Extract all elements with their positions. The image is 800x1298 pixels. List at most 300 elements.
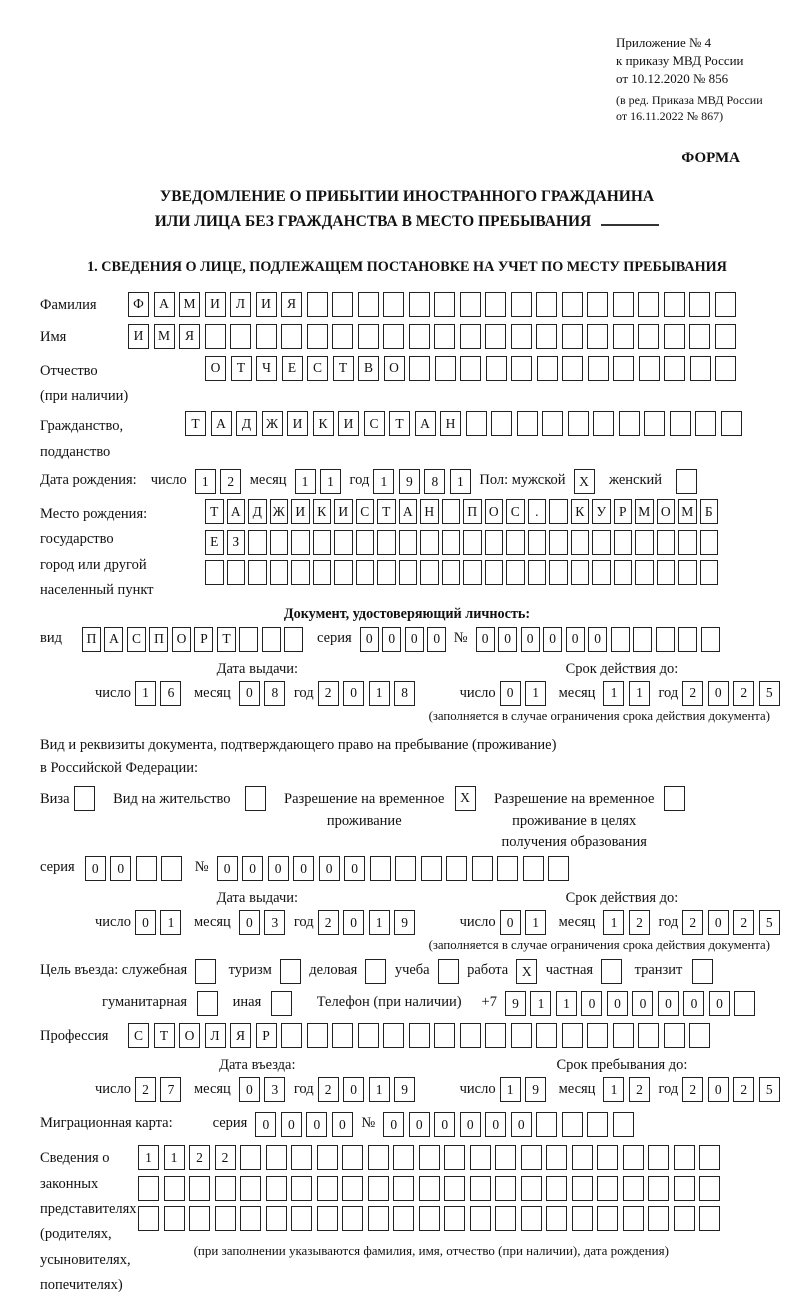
char-cell[interactable] — [674, 1176, 695, 1201]
char-cell[interactable]: С — [307, 356, 328, 381]
char-cell[interactable] — [715, 292, 736, 317]
char-cell[interactable]: 7 — [160, 1077, 181, 1102]
char-cell[interactable] — [562, 292, 583, 317]
char-cell[interactable]: О — [179, 1023, 200, 1048]
char-cell[interactable]: М — [678, 499, 697, 524]
char-cell[interactable]: 0 — [607, 991, 628, 1016]
char-cell[interactable] — [205, 560, 224, 585]
char-cell[interactable] — [215, 1206, 236, 1231]
char-cell[interactable] — [572, 1145, 593, 1170]
char-cell[interactable] — [676, 469, 697, 494]
char-cell[interactable] — [690, 356, 711, 381]
char-cell[interactable]: М — [179, 292, 200, 317]
char-cell[interactable]: И — [205, 292, 226, 317]
char-cell[interactable] — [536, 1023, 557, 1048]
char-cell[interactable]: И — [287, 411, 308, 436]
char-cell[interactable] — [633, 627, 652, 652]
sex-female-checkbox[interactable] — [676, 469, 702, 494]
char-cell[interactable] — [291, 560, 310, 585]
char-cell[interactable] — [587, 324, 608, 349]
char-cell[interactable]: О — [657, 499, 676, 524]
char-cell[interactable] — [470, 1206, 491, 1231]
char-cell[interactable] — [664, 1023, 685, 1048]
char-cell[interactable] — [189, 1206, 210, 1231]
char-cell[interactable] — [138, 1176, 159, 1201]
char-cell[interactable] — [511, 356, 532, 381]
char-cell[interactable]: Т — [185, 411, 206, 436]
char-cell[interactable] — [587, 1112, 608, 1137]
char-cell[interactable]: 0 — [708, 681, 729, 706]
char-cell[interactable]: X — [516, 959, 537, 984]
char-cell[interactable] — [442, 499, 461, 524]
char-cell[interactable]: . — [528, 499, 547, 524]
char-cell[interactable] — [291, 1206, 312, 1231]
char-cell[interactable]: 0 — [409, 1112, 430, 1137]
char-cell[interactable]: 2 — [682, 681, 703, 706]
char-cell[interactable] — [262, 627, 281, 652]
char-cell[interactable] — [399, 560, 418, 585]
char-cell[interactable] — [291, 530, 310, 555]
char-cell[interactable]: В — [358, 356, 379, 381]
char-cell[interactable]: Я — [230, 1023, 251, 1048]
char-cell[interactable]: И — [256, 292, 277, 317]
char-cell[interactable]: 0 — [683, 991, 704, 1016]
char-cell[interactable] — [164, 1176, 185, 1201]
char-cell[interactable]: 1 — [525, 910, 546, 935]
char-cell[interactable] — [365, 959, 386, 984]
char-cell[interactable] — [485, 324, 506, 349]
char-cell[interactable] — [409, 292, 430, 317]
char-cell[interactable] — [542, 411, 563, 436]
char-cell[interactable] — [256, 324, 277, 349]
char-cell[interactable]: 0 — [658, 991, 679, 1016]
char-cell[interactable] — [240, 1145, 261, 1170]
char-cell[interactable] — [657, 560, 676, 585]
char-cell[interactable]: 6 — [160, 681, 181, 706]
char-cell[interactable] — [420, 560, 439, 585]
char-cell[interactable] — [699, 1206, 720, 1231]
char-cell[interactable] — [511, 292, 532, 317]
char-cell[interactable]: 0 — [344, 856, 365, 881]
char-cell[interactable]: 0 — [632, 991, 653, 1016]
char-cell[interactable]: 1 — [295, 469, 316, 494]
char-cell[interactable] — [689, 324, 710, 349]
char-cell[interactable] — [536, 1112, 557, 1137]
char-cell[interactable]: 0 — [268, 856, 289, 881]
char-cell[interactable] — [240, 1176, 261, 1201]
char-cell[interactable]: А — [415, 411, 436, 436]
char-cell[interactable]: Ф — [128, 292, 149, 317]
char-cell[interactable] — [572, 1176, 593, 1201]
char-cell[interactable]: 0 — [332, 1112, 353, 1137]
char-cell[interactable]: Р — [194, 627, 213, 652]
char-cell[interactable] — [597, 1176, 618, 1201]
char-cell[interactable] — [205, 324, 226, 349]
char-cell[interactable]: 0 — [255, 1112, 276, 1137]
char-cell[interactable]: Т — [231, 356, 252, 381]
char-cell[interactable]: А — [104, 627, 123, 652]
char-cell[interactable] — [597, 1145, 618, 1170]
char-cell[interactable] — [470, 1145, 491, 1170]
char-cell[interactable]: 0 — [476, 627, 495, 652]
char-cell[interactable] — [230, 324, 251, 349]
char-cell[interactable]: 3 — [264, 1077, 285, 1102]
char-cell[interactable] — [419, 1176, 440, 1201]
char-cell[interactable]: 9 — [394, 1077, 415, 1102]
char-cell[interactable] — [291, 1176, 312, 1201]
char-cell[interactable] — [635, 530, 654, 555]
char-cell[interactable] — [648, 1206, 669, 1231]
char-cell[interactable]: 0 — [217, 856, 238, 881]
char-cell[interactable]: 5 — [759, 910, 780, 935]
char-cell[interactable] — [281, 1023, 302, 1048]
char-cell[interactable] — [291, 1145, 312, 1170]
char-cell[interactable]: 8 — [394, 681, 415, 706]
char-cell[interactable] — [248, 530, 267, 555]
char-cell[interactable]: 0 — [498, 627, 517, 652]
char-cell[interactable]: 1 — [135, 681, 156, 706]
char-cell[interactable] — [695, 411, 716, 436]
char-cell[interactable]: 0 — [135, 910, 156, 935]
char-cell[interactable] — [613, 292, 634, 317]
char-cell[interactable]: 1 — [195, 469, 216, 494]
char-cell[interactable] — [409, 1023, 430, 1048]
char-cell[interactable] — [699, 1145, 720, 1170]
char-cell[interactable] — [572, 1206, 593, 1231]
char-cell[interactable] — [444, 1145, 465, 1170]
char-cell[interactable] — [497, 856, 518, 881]
char-cell[interactable] — [332, 292, 353, 317]
char-cell[interactable] — [597, 1206, 618, 1231]
char-cell[interactable]: Н — [440, 411, 461, 436]
char-cell[interactable] — [601, 959, 622, 984]
char-cell[interactable] — [511, 1023, 532, 1048]
char-cell[interactable]: Н — [420, 499, 439, 524]
char-cell[interactable] — [240, 1206, 261, 1231]
char-cell[interactable] — [270, 530, 289, 555]
char-cell[interactable]: 0 — [382, 627, 401, 652]
char-cell[interactable] — [383, 324, 404, 349]
char-cell[interactable] — [536, 292, 557, 317]
char-cell[interactable] — [549, 560, 568, 585]
purpose-transit-checkbox[interactable] — [692, 959, 718, 984]
char-cell[interactable] — [549, 530, 568, 555]
char-cell[interactable] — [307, 324, 328, 349]
char-cell[interactable]: 8 — [424, 469, 445, 494]
char-cell[interactable] — [472, 856, 493, 881]
char-cell[interactable] — [280, 959, 301, 984]
char-cell[interactable] — [700, 530, 719, 555]
char-cell[interactable]: П — [149, 627, 168, 652]
char-cell[interactable] — [521, 1145, 542, 1170]
char-cell[interactable]: 9 — [505, 991, 526, 1016]
char-cell[interactable]: 1 — [369, 910, 390, 935]
char-cell[interactable]: 0 — [581, 991, 602, 1016]
char-cell[interactable]: 2 — [629, 910, 650, 935]
char-cell[interactable] — [420, 530, 439, 555]
char-cell[interactable] — [383, 292, 404, 317]
char-cell[interactable] — [623, 1145, 644, 1170]
char-cell[interactable] — [614, 560, 633, 585]
char-cell[interactable] — [332, 1023, 353, 1048]
char-cell[interactable] — [485, 560, 504, 585]
char-cell[interactable]: 2 — [682, 1077, 703, 1102]
char-cell[interactable] — [393, 1145, 414, 1170]
char-cell[interactable] — [721, 411, 742, 436]
char-cell[interactable]: Б — [700, 499, 719, 524]
char-cell[interactable]: 0 — [239, 681, 260, 706]
char-cell[interactable] — [715, 324, 736, 349]
char-cell[interactable]: 0 — [566, 627, 585, 652]
char-cell[interactable] — [701, 627, 720, 652]
char-cell[interactable] — [189, 1176, 210, 1201]
char-cell[interactable] — [317, 1176, 338, 1201]
char-cell[interactable] — [537, 356, 558, 381]
char-cell[interactable] — [635, 560, 654, 585]
char-cell[interactable] — [648, 1145, 669, 1170]
char-cell[interactable]: Л — [230, 292, 251, 317]
char-cell[interactable]: Е — [205, 530, 224, 555]
char-cell[interactable] — [358, 292, 379, 317]
char-cell[interactable] — [442, 530, 461, 555]
char-cell[interactable]: А — [154, 292, 175, 317]
char-cell[interactable]: 1 — [556, 991, 577, 1016]
char-cell[interactable]: 1 — [629, 681, 650, 706]
char-cell[interactable] — [266, 1206, 287, 1231]
char-cell[interactable] — [689, 1023, 710, 1048]
char-cell[interactable] — [284, 627, 303, 652]
char-cell[interactable] — [619, 411, 640, 436]
char-cell[interactable] — [664, 786, 685, 811]
char-cell[interactable] — [444, 1206, 465, 1231]
sex-male-checkbox[interactable] — [574, 469, 600, 494]
char-cell[interactable]: А — [399, 499, 418, 524]
char-cell[interactable]: И — [334, 499, 353, 524]
char-cell[interactable] — [546, 1176, 567, 1201]
char-cell[interactable]: 9 — [525, 1077, 546, 1102]
char-cell[interactable]: К — [571, 499, 590, 524]
char-cell[interactable]: 2 — [682, 910, 703, 935]
char-cell[interactable]: 2 — [629, 1077, 650, 1102]
char-cell[interactable] — [528, 530, 547, 555]
char-cell[interactable]: О — [172, 627, 191, 652]
char-cell[interactable] — [419, 1145, 440, 1170]
char-cell[interactable] — [549, 499, 568, 524]
char-cell[interactable]: 0 — [319, 856, 340, 881]
char-cell[interactable]: 2 — [135, 1077, 156, 1102]
char-cell[interactable] — [715, 356, 736, 381]
char-cell[interactable] — [699, 1176, 720, 1201]
char-cell[interactable]: А — [227, 499, 246, 524]
char-cell[interactable] — [614, 530, 633, 555]
char-cell[interactable]: 3 — [264, 910, 285, 935]
temp-residence-checkbox[interactable] — [455, 786, 481, 811]
char-cell[interactable] — [511, 324, 532, 349]
char-cell[interactable]: 2 — [733, 681, 754, 706]
char-cell[interactable] — [657, 530, 676, 555]
edu-residence-checkbox[interactable] — [664, 786, 690, 811]
char-cell[interactable]: С — [364, 411, 385, 436]
char-cell[interactable] — [248, 560, 267, 585]
char-cell[interactable] — [368, 1206, 389, 1231]
char-cell[interactable] — [521, 1206, 542, 1231]
char-cell[interactable] — [678, 530, 697, 555]
char-cell[interactable] — [227, 560, 246, 585]
char-cell[interactable] — [587, 292, 608, 317]
char-cell[interactable] — [393, 1176, 414, 1201]
char-cell[interactable] — [334, 560, 353, 585]
char-cell[interactable] — [506, 560, 525, 585]
char-cell[interactable] — [317, 1206, 338, 1231]
char-cell[interactable]: 2 — [318, 1077, 339, 1102]
char-cell[interactable]: С — [356, 499, 375, 524]
char-cell[interactable]: 0 — [343, 681, 364, 706]
purpose-study-checkbox[interactable] — [438, 959, 464, 984]
char-cell[interactable] — [700, 560, 719, 585]
purpose-private-checkbox[interactable] — [601, 959, 627, 984]
char-cell[interactable] — [368, 1145, 389, 1170]
char-cell[interactable]: X — [574, 469, 595, 494]
char-cell[interactable]: 0 — [427, 627, 446, 652]
char-cell[interactable]: О — [384, 356, 405, 381]
char-cell[interactable] — [393, 1206, 414, 1231]
purpose-work-checkbox[interactable] — [516, 959, 542, 984]
char-cell[interactable] — [463, 560, 482, 585]
char-cell[interactable] — [613, 1112, 634, 1137]
char-cell[interactable] — [313, 560, 332, 585]
char-cell[interactable] — [245, 786, 266, 811]
char-cell[interactable] — [495, 1176, 516, 1201]
char-cell[interactable]: Д — [248, 499, 267, 524]
char-cell[interactable] — [613, 324, 634, 349]
char-cell[interactable]: 9 — [399, 469, 420, 494]
char-cell[interactable]: 0 — [383, 1112, 404, 1137]
char-cell[interactable] — [271, 991, 292, 1016]
char-cell[interactable]: 0 — [708, 910, 729, 935]
char-cell[interactable]: Т — [389, 411, 410, 436]
char-cell[interactable] — [195, 959, 216, 984]
char-cell[interactable] — [644, 411, 665, 436]
char-cell[interactable] — [358, 1023, 379, 1048]
char-cell[interactable] — [266, 1176, 287, 1201]
char-cell[interactable] — [546, 1206, 567, 1231]
char-cell[interactable] — [281, 324, 302, 349]
char-cell[interactable]: 0 — [110, 856, 131, 881]
char-cell[interactable]: О — [485, 499, 504, 524]
char-cell[interactable] — [419, 1206, 440, 1231]
char-cell[interactable]: 2 — [733, 1077, 754, 1102]
char-cell[interactable] — [446, 856, 467, 881]
char-cell[interactable]: 0 — [281, 1112, 302, 1137]
char-cell[interactable] — [664, 292, 685, 317]
char-cell[interactable] — [377, 530, 396, 555]
char-cell[interactable]: 0 — [239, 910, 260, 935]
char-cell[interactable]: И — [338, 411, 359, 436]
char-cell[interactable] — [562, 356, 583, 381]
char-cell[interactable] — [463, 530, 482, 555]
char-cell[interactable] — [434, 324, 455, 349]
char-cell[interactable] — [506, 530, 525, 555]
purpose-tourism-checkbox[interactable] — [280, 959, 306, 984]
char-cell[interactable]: З — [227, 530, 246, 555]
char-cell[interactable]: Е — [282, 356, 303, 381]
char-cell[interactable] — [521, 1176, 542, 1201]
char-cell[interactable]: 0 — [360, 627, 379, 652]
char-cell[interactable]: О — [205, 356, 226, 381]
char-cell[interactable]: Д — [236, 411, 257, 436]
char-cell[interactable] — [639, 356, 660, 381]
char-cell[interactable] — [638, 292, 659, 317]
char-cell[interactable] — [342, 1176, 363, 1201]
char-cell[interactable] — [215, 1176, 236, 1201]
char-cell[interactable]: Т — [333, 356, 354, 381]
char-cell[interactable] — [674, 1145, 695, 1170]
char-cell[interactable] — [399, 530, 418, 555]
char-cell[interactable] — [486, 356, 507, 381]
char-cell[interactable] — [342, 1145, 363, 1170]
char-cell[interactable]: 1 — [160, 910, 181, 935]
char-cell[interactable] — [356, 530, 375, 555]
char-cell[interactable] — [528, 560, 547, 585]
char-cell[interactable] — [536, 324, 557, 349]
char-cell[interactable] — [623, 1206, 644, 1231]
char-cell[interactable] — [138, 1206, 159, 1231]
char-cell[interactable] — [664, 356, 685, 381]
char-cell[interactable]: 0 — [405, 627, 424, 652]
purpose-official-checkbox[interactable] — [195, 959, 221, 984]
char-cell[interactable] — [434, 1023, 455, 1048]
char-cell[interactable] — [460, 292, 481, 317]
char-cell[interactable] — [568, 411, 589, 436]
char-cell[interactable]: 1 — [603, 910, 624, 935]
char-cell[interactable]: 0 — [543, 627, 562, 652]
char-cell[interactable]: 0 — [242, 856, 263, 881]
char-cell[interactable]: Ж — [270, 499, 289, 524]
char-cell[interactable] — [674, 1206, 695, 1231]
char-cell[interactable] — [562, 324, 583, 349]
char-cell[interactable] — [356, 560, 375, 585]
char-cell[interactable] — [239, 627, 258, 652]
char-cell[interactable] — [161, 856, 182, 881]
char-cell[interactable] — [638, 324, 659, 349]
char-cell[interactable]: М — [635, 499, 654, 524]
char-cell[interactable]: Я — [179, 324, 200, 349]
char-cell[interactable] — [548, 856, 569, 881]
char-cell[interactable] — [664, 324, 685, 349]
char-cell[interactable]: 0 — [500, 910, 521, 935]
char-cell[interactable] — [495, 1145, 516, 1170]
char-cell[interactable]: К — [313, 499, 332, 524]
residence-permit-checkbox[interactable] — [245, 786, 271, 811]
char-cell[interactable] — [592, 560, 611, 585]
char-cell[interactable] — [270, 560, 289, 585]
char-cell[interactable] — [562, 1112, 583, 1137]
char-cell[interactable]: 1 — [369, 681, 390, 706]
char-cell[interactable]: X — [455, 786, 476, 811]
char-cell[interactable]: 5 — [759, 1077, 780, 1102]
char-cell[interactable]: А — [211, 411, 232, 436]
char-cell[interactable] — [562, 1023, 583, 1048]
char-cell[interactable] — [435, 356, 456, 381]
char-cell[interactable] — [638, 1023, 659, 1048]
char-cell[interactable]: 0 — [85, 856, 106, 881]
char-cell[interactable]: 1 — [603, 1077, 624, 1102]
char-cell[interactable] — [317, 1145, 338, 1170]
char-cell[interactable] — [358, 324, 379, 349]
char-cell[interactable]: 0 — [306, 1112, 327, 1137]
char-cell[interactable] — [334, 530, 353, 555]
char-cell[interactable]: С — [506, 499, 525, 524]
